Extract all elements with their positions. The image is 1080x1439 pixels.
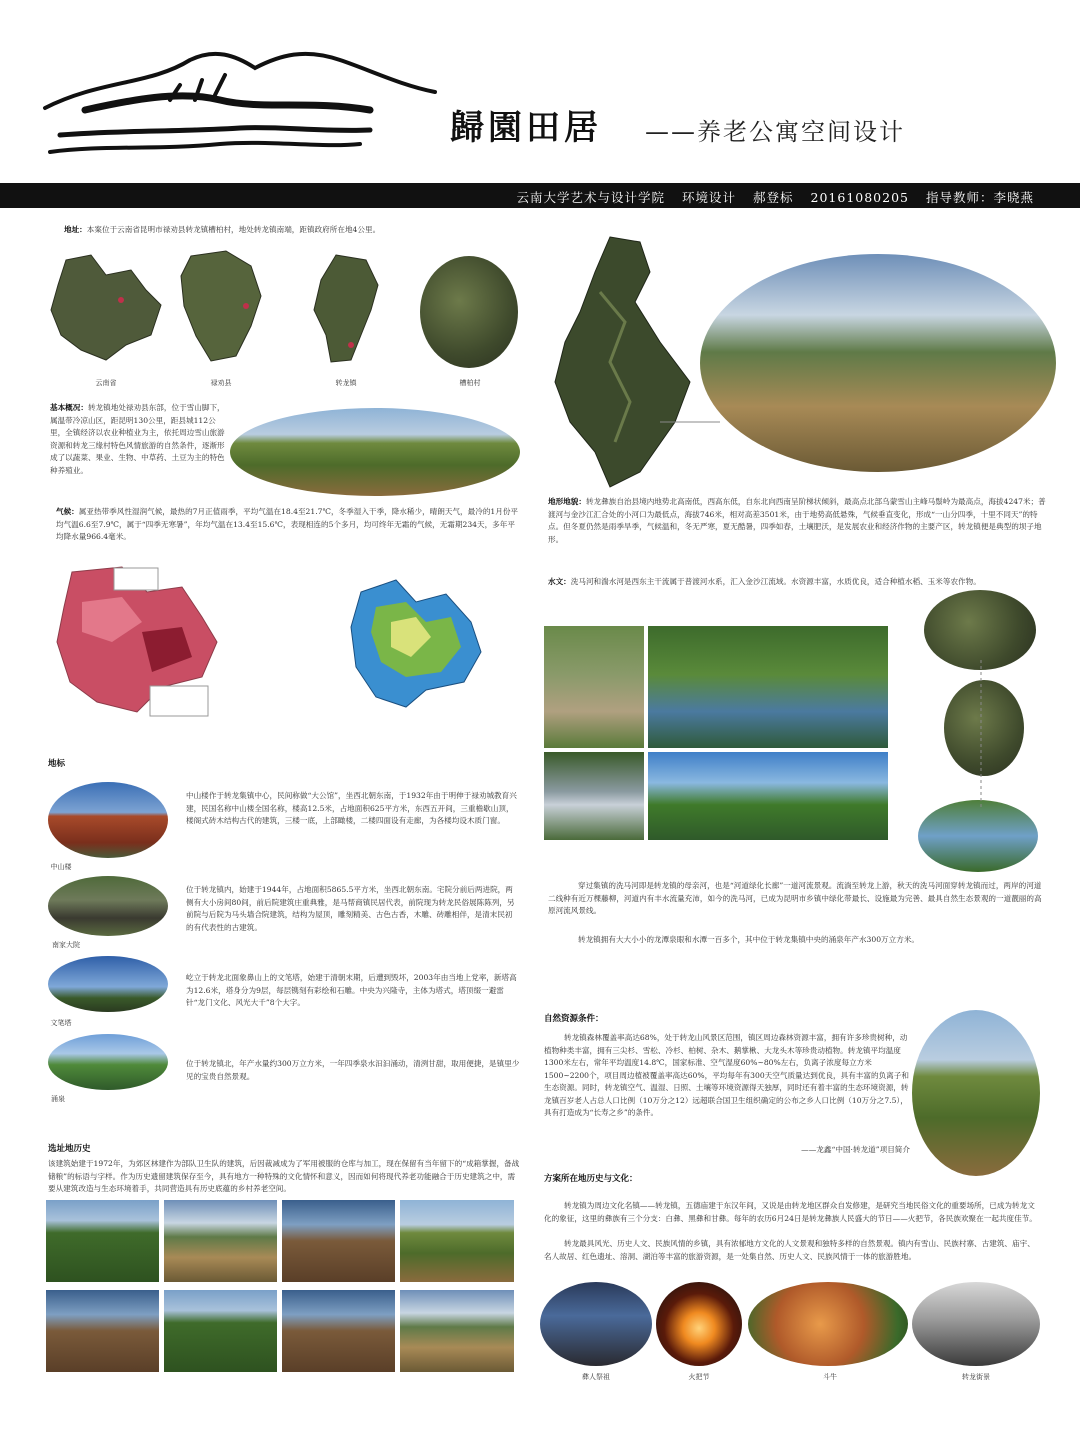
mountain-valley-photo bbox=[912, 1010, 1040, 1176]
culture-text-2: 转龙最具风光、历史人文、民族风情的乡镇，具有浓郁地方文化的人文景观和独特多样的自然景观。镇内有雪山、民族村寨、古建筑、庙宇、名人故居、红色遗址、溶洞、湖泊等丰富的旅游资源，是一处集自然、历史人文、民族风情于一体的旅游胜地。 bbox=[544, 1239, 1035, 1261]
rainfall-map bbox=[346, 572, 486, 712]
school-name: 云南大学艺术与设计学院 bbox=[516, 190, 666, 205]
site-photo-6 bbox=[164, 1290, 277, 1372]
zhuanlong-map bbox=[306, 250, 386, 368]
town-panorama-photo bbox=[230, 408, 520, 496]
site-photo-3 bbox=[282, 1200, 395, 1282]
student-id: 20161080205 bbox=[810, 190, 909, 205]
map-caption-county: 禄劝县 bbox=[210, 379, 232, 387]
valley-landscape-photo bbox=[700, 254, 1056, 472]
temperature-map bbox=[52, 562, 218, 718]
landmark-caption-pagoda: 文笔塔 bbox=[50, 1019, 72, 1027]
landmark-text-pagoda: 屹立于转龙北面象鼻山上的文笔塔，始建于清朝末期，后遭到毁坏，2003年由当地上党率，新塔高为12.6米，塔身分为9层，每层镌刻有彩绘和石雕。中央为兴隆寺，主体为塔式，塔顶缀一避雷针“龙门文化、风光大千”8个大字。 bbox=[186, 973, 517, 1007]
mountain-brush-logo bbox=[40, 40, 440, 170]
luquan-map bbox=[176, 246, 266, 366]
bullfight-photo bbox=[748, 1282, 908, 1366]
landmark-caption-courtyard: 南家大院 bbox=[52, 941, 80, 949]
spring-text: 转龙镇拥有大大小小的龙潭泉眼和水潭一百多个，其中位于转龙集镇中央的涌泉年产水300万立方米。 bbox=[578, 935, 920, 944]
landmark-text-spring: 位于转龙镇北，年产水量约300万立方米，一年四季泉水汩汩涌动，清洌甘甜，取用便捷，是镇里少见的宝贵自然景观。 bbox=[186, 1059, 520, 1081]
site-photo-8 bbox=[400, 1290, 514, 1372]
pond-park-photo bbox=[648, 752, 888, 840]
site-photo-4 bbox=[400, 1200, 514, 1282]
spring-photo bbox=[48, 1034, 168, 1090]
landmark-text-courtyard: 位于转龙镇内，始建于1944年，占地面积5865.5平方米，坐西北朝东南。宅院分前后两进院，两侧有大小房间80间，前后院建筑庄重典雅，是马帮商镇民居代表，前院现为转龙民俗展陈陈列，另前院与后院为马头墙合院建筑，结构为屋顶，雕刻精美、古色古香，木雕、砖雕相伴，是清末民初的有代表性的古建筑。 bbox=[186, 885, 515, 932]
map-caption-village: 槽柏村 bbox=[459, 379, 481, 387]
hydrology-text: 水文：洗马河和湍水河是西东主干流属于普渡河水系，汇入金沙江流域。水资源丰富，水质优良，适合种植水稻、玉米等农作物。 bbox=[548, 577, 981, 586]
culture-heading: 方案所在地历史与文化： bbox=[544, 1174, 638, 1184]
site-photo-5 bbox=[46, 1290, 159, 1372]
landmark-caption-spring: 涌泉 bbox=[51, 1095, 65, 1103]
culture-text-1: 转龙镇为周边文化名镇——转龙镇，五德庙建于东汉年间，又说是由转龙地区群众自发修建，是研究当地民俗文化的重要场所，已成为转龙文化的象征，这里的彝族有三个分支：白彝、黑彝和甘彝。每年的农历6月24日是转龙彝族人民盛大的节日——火把节，各民族欢聚在一起共度佳节。 bbox=[544, 1201, 1037, 1223]
village-satellite-photo bbox=[420, 256, 518, 368]
river-text: 穿过集镇的洗马河即是转龙镇的母亲河，也是“河道绿化长廊”一道河流景观。流淌至转龙上游，秋天的洗马河面穿转龙镇而过，两岸的河道二线种有近万棵藤柳，河道内有丰水流量充沛，如今的洗马河，已成为昆明市乡镇中绿化带最长、设施最为完善、最具自然生态景观的一道靓丽的高原河流风景线。 bbox=[548, 881, 1042, 915]
river-corridor-photo bbox=[918, 800, 1038, 872]
yunnan-map bbox=[46, 250, 166, 370]
site-photo-7 bbox=[282, 1290, 395, 1372]
climate-text: 气候：属亚热带季风性湿润气候，最热的7月正值雨季，平均气温在18.4至21.7℃，冬季湿入干季，降水稀少，晴朗天气，最冷的1月份平均气温6.6至7.9℃，属于“四季无寒暑”，年均气温在13.4至15.6℃，表现相连的5个多月，均可终年无霜的气候，无霜期234天，多年平均降水量966.4毫米。 bbox=[56, 507, 519, 541]
location-text: 地址：本案位于云南省昆明市禄劝县转龙镇槽柏村，地处转龙镇南端，距镇政府所在地4公里。 bbox=[64, 225, 381, 234]
courtyard-house-photo bbox=[48, 876, 168, 936]
culture-caption-torch: 火把节 bbox=[688, 1373, 710, 1381]
major-name: 环境设计 bbox=[682, 190, 737, 205]
culture-caption-street: 转龙街景 bbox=[962, 1373, 990, 1381]
zhongshan-building-photo bbox=[48, 782, 168, 858]
river-wetland-photo bbox=[648, 626, 888, 748]
advisor-name: 指导教师：李晓燕 bbox=[925, 190, 1034, 205]
landmark-text-zhongshan: 中山楼作于转龙集镇中心，民间称做“大公馆”，坐西北朝东南，于1932年由于明伸于禄劝城教育兴建，民国名称中山楼全国名称，楼高12.5米，占地面积625平方米，东西五开间，三重檐歇山顶，楼阁式砖木结构古代的建筑，三楼一底，上部瞰楼，二楼四面设有走廊，为各楼均设木质门窗。 bbox=[186, 791, 517, 825]
culture-caption-ritual: 彝人祭祖 bbox=[582, 1373, 610, 1381]
terrain-relief-map bbox=[540, 232, 710, 492]
wenbi-pagoda-photo bbox=[48, 956, 168, 1012]
map-caption-province: 云南省 bbox=[95, 379, 117, 387]
resources-text: 转龙镇森林覆盖率高达68%，处于转龙山风景区范围，镇区周边森林资源丰富，拥有许多珍贵树种，动植物种类丰富，拥有三尖杉、雪松、冷杉、柏树、杂木、鹅掌楸、大龙头木等珍贵动植物。转龙镇平均温度1300米左右，常年平均温度14.8℃，国家标准、空气湿度60%~80%左右，负离子浓度每立方米1500~2200个，项目周边植被覆盖率高达60%，平均每年有300天空气质量达到优良，具有丰富的负离子和生态资源。同时，转龙镇空气、温湿、日照、土壤等环境资源得天独厚，同时还有着丰富的生态环境资源，转龙镇百岁老人占总人口比例（10万分之12）远超联合国卫生组织确定的公布之乡人口比例（10万分之7.5），具有打造成为“长寿之乡”的条件。 bbox=[544, 1033, 909, 1117]
landmark-caption-zhongshan: 中山楼 bbox=[50, 863, 72, 871]
callout-dashes bbox=[976, 660, 986, 810]
street-crowd-photo bbox=[912, 1282, 1040, 1366]
history-heading: 选址地历史 bbox=[48, 1144, 91, 1154]
basic-overview-text: 基本概况：转龙镇地处禄劝县东部，位于雪山脚下，属温带冷凉山区，距昆明130公里，距县城112公里，全镇经济以农业种植业为主，依托周边雪山旅游资源和转龙三缘村特色风情旅游的自然条件，逐渐形成了以蔬菜、果业、生物、中草药、土豆为主的特色种养殖业。 bbox=[50, 403, 225, 475]
map-caption-town: 转龙镇 bbox=[335, 379, 357, 387]
culture-caption-bullfight: 斗牛 bbox=[823, 1373, 837, 1381]
history-text: 该建筑始建于1972年，为郊区林建作为部队卫生队的建筑，后因裁减成为了军用被服的仓库与加工，现在保留有当年留下的“成箱掌握，备战储粮”的标语与字样。作为历史遗留建筑保存至今，具有地方一种特殊的文化情怀和意义，因而如何将现代养老功能融合于历史建筑之中，需要从建筑改造与生态环境着手，共同营造具有历史底蕴的乡村养老空间。 bbox=[48, 1159, 520, 1193]
aerial-village-photo bbox=[544, 626, 644, 748]
ancestor-ritual-photo bbox=[540, 1282, 652, 1366]
terrain-text: 地形地貌：转龙彝族自治县境内地势北高南低，西高东低，自东北向西南呈阶梯状倾斜，最高点北部乌蒙雪山主峰马鬃岭为最高点，海拔4247米；普渡河与金沙江汇合处的小河口为最低点，海拔746米，相对高差3501米，由于地势高低悬殊，气候垂直变化，形成“一山分四季，十里不同天”的特点。但冬夏仍然是雨季旱季，气候温和，冬无严寒，夏无酷暑，四季如春，土壤肥沃，是发展农业和经济作物的主要产区，转龙镇便是典型的坝子地形。 bbox=[548, 497, 1046, 544]
callout-line bbox=[660, 400, 720, 430]
resources-heading: 自然资源条件： bbox=[544, 1014, 604, 1024]
author-bar bbox=[0, 183, 1080, 208]
landmarks-heading: 地标 bbox=[48, 759, 66, 769]
poster-title: 歸園田居 bbox=[450, 108, 602, 148]
resources-credit: ——龙鑫“中国·转龙道”项目简介 bbox=[801, 1145, 910, 1154]
poster-subtitle: ——养老公寓空间设计 bbox=[645, 118, 905, 146]
author-name: 郝登标 bbox=[753, 190, 794, 205]
river-satellite-1 bbox=[924, 590, 1036, 670]
site-photo-2 bbox=[164, 1200, 277, 1282]
stream-rocks-photo bbox=[544, 752, 644, 840]
torch-festival-photo bbox=[656, 1282, 742, 1366]
site-photo-1 bbox=[46, 1200, 159, 1282]
